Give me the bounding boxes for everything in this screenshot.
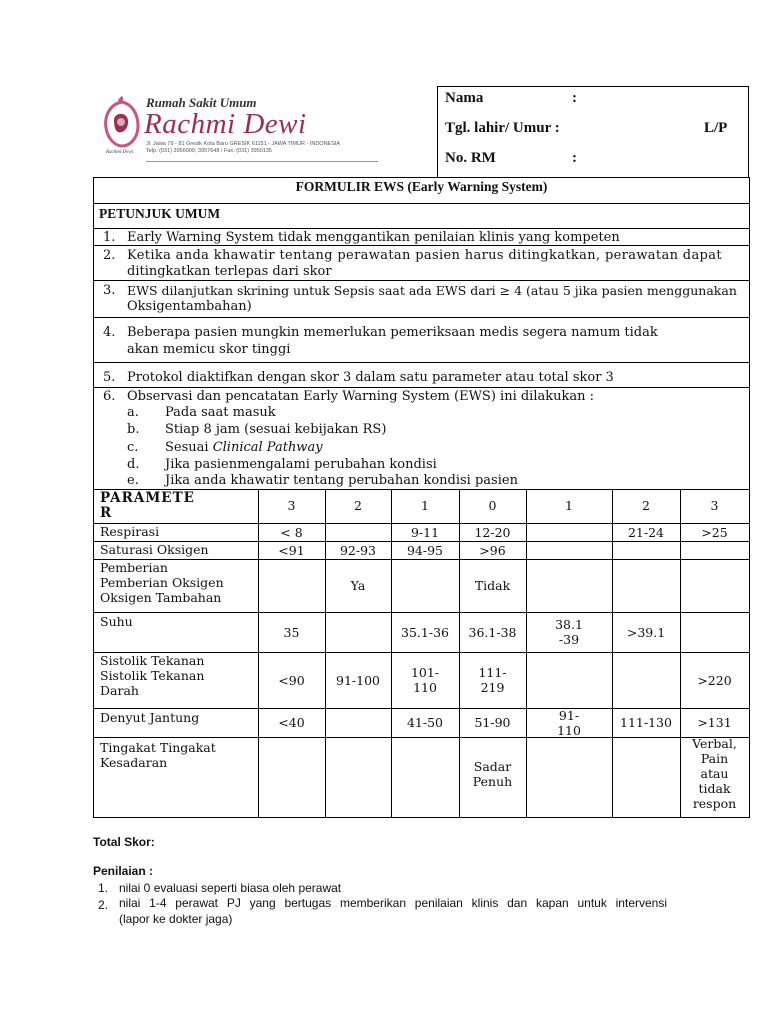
penilaian-number: 1.	[98, 881, 109, 895]
sub-item-letter: c.	[127, 440, 139, 455]
cell-line: <40	[278, 715, 305, 730]
cell-line: 2	[354, 498, 362, 513]
cell-line: 110	[557, 722, 581, 738]
cell-line: <90	[278, 672, 305, 688]
score-cell	[680, 736, 749, 811]
cell-line: Respirasi	[100, 524, 160, 539]
score-cell	[526, 708, 612, 738]
sub-item-letter: e.	[127, 473, 139, 488]
cell-line: 101-	[410, 665, 440, 680]
cell-line: 2	[642, 498, 650, 513]
score-header	[325, 498, 391, 513]
cell-line: >25	[701, 524, 728, 540]
cell-line: 0	[488, 498, 497, 513]
hospital-type-label: Rumah Sakit Umum	[146, 95, 257, 110]
patient-id-box	[437, 86, 749, 177]
rm-colon: :	[572, 150, 577, 166]
score-cell	[612, 625, 680, 640]
cell-line: Sistolik Tekanan	[100, 668, 205, 683]
hospital-emblem-icon	[100, 92, 144, 158]
penilaian-label: Penilaian :	[93, 864, 154, 878]
parameter-name	[100, 524, 264, 539]
score-cell	[680, 525, 749, 540]
score-cell	[325, 578, 391, 593]
score-cell	[459, 665, 526, 695]
table-row-divider	[94, 708, 749, 709]
cell-line: respon	[692, 796, 737, 811]
sub-item-text: Pada saat masuk	[165, 405, 276, 420]
cell-line: Darah	[100, 683, 139, 698]
parameter-name	[100, 653, 264, 698]
divider	[94, 362, 749, 363]
score-cell	[526, 617, 612, 647]
instruction-number: 3.	[103, 283, 116, 298]
cell-line: >39.1	[626, 624, 666, 640]
cell-line: -39	[558, 632, 580, 647]
instruction-text: Ketika anda khawatir tentang perawatan pasien harus ditingkatkan, perawatan dapat	[127, 248, 722, 263]
instruction-number: 4.	[103, 325, 116, 340]
cell-line: R	[100, 505, 113, 521]
cell-line: 94-95	[406, 542, 444, 558]
score-cell	[391, 665, 459, 695]
cell-line: PARAMETE	[100, 490, 195, 506]
score-cell	[391, 625, 459, 640]
cell-line: >131	[697, 715, 732, 730]
score-header	[680, 498, 749, 513]
cell-line: Pemberian	[100, 560, 168, 575]
ews-form	[93, 177, 750, 818]
score-cell	[258, 625, 325, 640]
cell-line: atau	[700, 766, 729, 781]
section-heading: PETUNJUK UMUM	[99, 206, 221, 221]
sub-item-text: Jika anda khawatir tentang perubahan kondisi pasien	[165, 473, 518, 488]
score-cell	[459, 759, 526, 789]
score-cell	[459, 715, 526, 730]
score-cell	[258, 525, 325, 540]
score-cell	[325, 543, 391, 558]
sub-item-plain: Sesuai	[165, 440, 213, 455]
table-column-divider	[526, 489, 527, 818]
instruction-text: EWS dilanjutkan skrining untuk Sepsis saat ada EWS dari ≥ 4 (atau 5 jika pasien menggunakan	[127, 283, 737, 298]
parameter-name	[100, 740, 264, 770]
cell-line: 12-20	[474, 524, 511, 540]
parameter-name	[100, 560, 264, 605]
score-cell	[612, 525, 680, 540]
cell-line: Penuh	[472, 774, 513, 789]
cell-line: 35	[283, 624, 300, 640]
score-header	[258, 498, 325, 513]
clinical-pathway-text: Clinical Pathway	[212, 440, 323, 455]
parameter-name	[100, 614, 264, 629]
divider	[94, 317, 749, 318]
penilaian-text: nilai 1-4 perawat PJ yang bertugas memberikan penilaian klinis dan kapan untuk intervensi	[119, 896, 667, 910]
instruction-number: 5.	[103, 370, 116, 385]
instruction-text: Protokol diaktifkan dengan skor 3 dalam satu parameter atau total skor 3	[127, 370, 614, 385]
divider	[94, 228, 749, 229]
cell-line: 219	[480, 680, 505, 695]
sub-item-text: Jika pasienmengalami perubahan kondisi	[165, 457, 437, 472]
no-rm-label: No. RM	[445, 150, 496, 166]
hospital-logo	[98, 86, 382, 164]
score-cell	[459, 543, 526, 558]
cell-line: Ya	[350, 578, 366, 593]
score-cell	[459, 578, 526, 593]
cell-line: tidak	[698, 781, 731, 796]
cell-line: Oksigen Tambahan	[100, 590, 222, 605]
penilaian-text: nilai 0 evaluasi seperti biasa oleh perawat	[119, 881, 342, 895]
cell-line: Verbal,	[692, 736, 737, 751]
form-title: FORMULIR EWS (Early Warning System)	[295, 179, 548, 194]
score-cell	[459, 625, 526, 640]
cell-line: Denyut Jantung	[100, 710, 200, 725]
score-header	[391, 498, 459, 513]
cell-line: Kesadaran	[100, 755, 168, 770]
nama-colon: :	[572, 90, 577, 106]
parameter-name	[100, 710, 264, 725]
divider	[94, 203, 749, 204]
table-row-divider	[94, 737, 749, 738]
sub-item-letter: b.	[127, 422, 140, 437]
score-header	[612, 498, 680, 513]
cell-line: 91-100	[336, 672, 380, 688]
cell-line: 3	[287, 498, 296, 513]
score-cell	[258, 673, 325, 688]
cell-line: 51-90	[474, 715, 511, 730]
cell-line: 91-	[558, 707, 580, 723]
hospital-address	[146, 141, 340, 155]
cell-line: Suhu	[100, 614, 133, 629]
sub-item-letter: a.	[127, 405, 139, 420]
divider	[94, 387, 749, 388]
instruction-text: Early Warning System tidak menggantikan penilaian klinis yang kompeten	[127, 230, 620, 245]
score-cell	[325, 673, 391, 688]
instruction-text: Oksigentambahan)	[127, 299, 252, 314]
score-cell	[391, 543, 459, 558]
penilaian-text: (lapor ke dokter jaga)	[119, 912, 233, 926]
cell-line: 111-	[478, 665, 507, 680]
hospital-name: Rachmi Dewi	[144, 108, 307, 140]
gender-label: L/P	[704, 120, 728, 136]
parameter-header	[100, 491, 264, 521]
table-column-divider	[325, 489, 326, 818]
score-cell	[680, 715, 749, 730]
cell-line: 38.1	[555, 617, 583, 632]
cell-line: Tidak	[474, 578, 511, 593]
cell-line: Sadar	[473, 759, 512, 774]
hospital-address-line: Jl. Jawa 79 - 81 Gresik Kota Baru GRESIK 61151 - JAWA TIMUR - INDONESIA	[146, 141, 341, 147]
cell-line: Saturasi Oksigen	[100, 542, 209, 557]
score-cell	[391, 715, 459, 730]
parameter-name	[100, 542, 264, 557]
cell-line: >220	[697, 672, 732, 688]
instruction-number: 6.	[103, 389, 116, 404]
score-cell	[612, 715, 680, 730]
score-cell	[258, 715, 325, 730]
instruction-number: 2.	[103, 248, 116, 263]
cell-line: 111-130	[620, 715, 672, 730]
instruction-text: Beberapa pasien mungkin memerlukan pemeriksaan medis segera namum tidak	[127, 325, 658, 340]
score-cell	[680, 673, 749, 688]
table-row-divider	[94, 612, 749, 613]
nama-label: Nama	[445, 90, 484, 106]
cell-line: 1	[421, 498, 429, 513]
hospital-signature: Rachmi Dewi	[106, 150, 134, 155]
hospital-phone-line: Telp. (031) 3956000, 3957648 / Fax. (031) 3950135	[146, 148, 272, 154]
cell-line: 1	[565, 498, 573, 513]
logo-divider	[146, 161, 378, 162]
cell-line: Pain	[700, 751, 729, 766]
cell-line: 3	[710, 498, 719, 513]
instruction-number: 1.	[103, 230, 116, 245]
divider	[94, 280, 749, 281]
cell-line: < 8	[280, 524, 303, 540]
score-cell	[258, 543, 325, 558]
divider	[94, 245, 749, 246]
cell-line: Tingakat Tingakat	[100, 740, 216, 755]
cell-line: 36.1-38	[468, 624, 517, 640]
total-score-label: Total Skor:	[93, 835, 155, 849]
cell-line: >96	[479, 542, 506, 558]
cell-line: 21-24	[627, 524, 665, 540]
instruction-text: ditingkatkan terlepas dari skor	[127, 264, 332, 279]
instruction-text: Observasi dan pencatatan Early Warning System (EWS) ini dilakukan :	[127, 389, 595, 404]
instruction-text: akan memicu skor tinggi	[127, 342, 291, 357]
score-header	[526, 498, 612, 513]
score-header	[459, 498, 526, 513]
cell-line: 9-11	[410, 524, 440, 540]
score-cell	[459, 525, 526, 540]
cell-line: <91	[278, 542, 305, 558]
cell-line: 35.1-36	[401, 624, 449, 640]
sub-item-text: Stiap 8 jam (sesuai kebijakan RS)	[165, 422, 387, 437]
tgl-lahir-label: Tgl. lahir/ Umur :	[445, 120, 560, 136]
sub-item-letter: d.	[127, 457, 140, 472]
sub-item-text	[165, 440, 323, 456]
cell-line: Sistolik Tekanan	[100, 653, 205, 668]
cell-line: 110	[413, 680, 437, 695]
score-cell	[391, 525, 459, 540]
cell-line: Pemberian Oksigen	[100, 575, 224, 590]
cell-line: 41-50	[406, 715, 444, 730]
cell-line: 92-93	[339, 542, 377, 558]
penilaian-number: 2.	[98, 898, 109, 912]
